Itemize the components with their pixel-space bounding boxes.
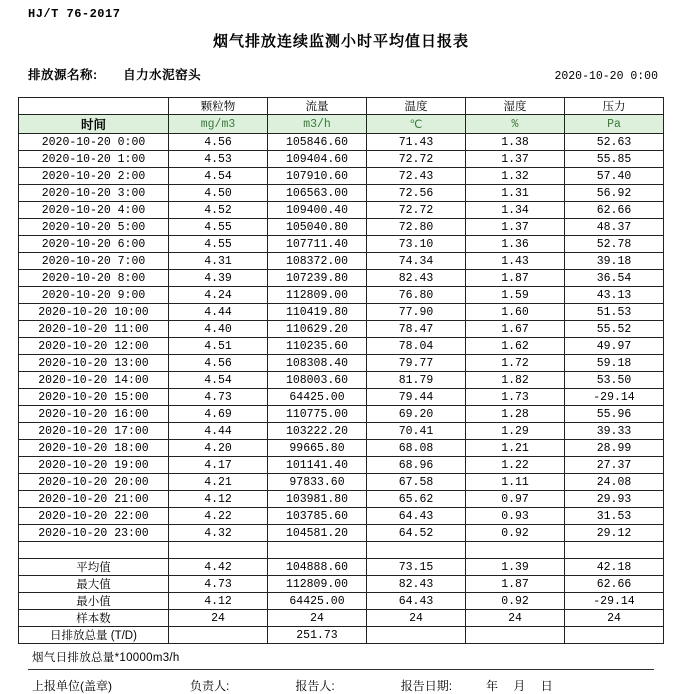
cell-pressure: 29.93 (565, 491, 664, 508)
table-row (19, 236, 664, 253)
header-flow: 流量 (268, 98, 367, 115)
table-row (19, 219, 664, 236)
cell-time: 2020-10-20 19:00 (19, 457, 169, 474)
cell-time: 2020-10-20 9:00 (19, 287, 169, 304)
cell-flow: 108308.40 (268, 355, 367, 372)
cell-humidity: 1.43 (466, 253, 565, 270)
table-row (19, 491, 664, 508)
cell-pressure: 62.66 (565, 202, 664, 219)
cell-time: 2020-10-20 0:00 (19, 134, 169, 151)
summary-temperature: 73.15 (367, 559, 466, 576)
cell-time: 2020-10-20 10:00 (19, 304, 169, 321)
summary-pressure: 24 (565, 610, 664, 627)
cell-pressure: 39.18 (565, 253, 664, 270)
summary-pressure: -29.14 (565, 593, 664, 610)
cell-temperature: 72.72 (367, 151, 466, 168)
cell-humidity: 1.11 (466, 474, 565, 491)
cell-particulate: 4.53 (169, 151, 268, 168)
total-blank-humidity (466, 627, 565, 644)
cell-humidity: 1.72 (466, 355, 565, 372)
summary-flow: 112809.00 (268, 576, 367, 593)
cell-humidity: 1.38 (466, 134, 565, 151)
unit-temperature: ℃ (367, 115, 466, 134)
summary-particulate: 24 (169, 610, 268, 627)
summary-row-min (19, 593, 664, 610)
summary-row-count (19, 610, 664, 627)
cell-temperature: 77.90 (367, 304, 466, 321)
cell-time: 2020-10-20 6:00 (19, 236, 169, 253)
cell-particulate: 4.69 (169, 406, 268, 423)
cell-temperature: 68.96 (367, 457, 466, 474)
cell-particulate: 4.31 (169, 253, 268, 270)
cell-particulate: 4.44 (169, 304, 268, 321)
cell-pressure: -29.14 (565, 389, 664, 406)
spacer-cell (565, 542, 664, 559)
spacer-cell (367, 542, 466, 559)
cell-pressure: 55.52 (565, 321, 664, 338)
source-group (28, 65, 201, 83)
cell-humidity: 1.37 (466, 151, 565, 168)
table-row (19, 253, 664, 270)
summary-label: 最大值 (19, 576, 169, 593)
cell-pressure: 52.63 (565, 134, 664, 151)
cell-pressure: 39.33 (565, 423, 664, 440)
data-table (18, 97, 664, 644)
cell-temperature: 69.20 (367, 406, 466, 423)
cell-flow: 103222.20 (268, 423, 367, 440)
cell-time: 2020-10-20 23:00 (19, 525, 169, 542)
cell-particulate: 4.55 (169, 219, 268, 236)
summary-row-average (19, 559, 664, 576)
cell-pressure: 51.53 (565, 304, 664, 321)
header-pressure: 压力 (565, 98, 664, 115)
cell-flow: 97833.60 (268, 474, 367, 491)
cell-particulate: 4.12 (169, 491, 268, 508)
summary-label: 平均值 (19, 559, 169, 576)
cell-flow: 105040.80 (268, 219, 367, 236)
cell-flow: 108003.60 (268, 372, 367, 389)
header-time: 时间 (19, 115, 169, 134)
cell-particulate: 4.56 (169, 355, 268, 372)
unit-seal-label: 上报单位(盖章) (32, 679, 112, 693)
cell-particulate: 4.51 (169, 338, 268, 355)
summary-flow: 64425.00 (268, 593, 367, 610)
cell-temperature: 64.52 (367, 525, 466, 542)
cell-flow: 107711.40 (268, 236, 367, 253)
table-row (19, 151, 664, 168)
cell-humidity: 1.22 (466, 457, 565, 474)
header-humidity: 湿度 (466, 98, 565, 115)
cell-temperature: 67.58 (367, 474, 466, 491)
summary-humidity: 0.92 (466, 593, 565, 610)
cell-humidity: 1.29 (466, 423, 565, 440)
total-value: 251.73 (268, 627, 367, 644)
cell-flow: 105846.60 (268, 134, 367, 151)
summary-row-max (19, 576, 664, 593)
cell-humidity: 1.32 (466, 168, 565, 185)
cell-particulate: 4.20 (169, 440, 268, 457)
cell-temperature: 81.79 (367, 372, 466, 389)
summary-humidity: 1.39 (466, 559, 565, 576)
cell-humidity: 1.31 (466, 185, 565, 202)
cell-humidity: 1.28 (466, 406, 565, 423)
cell-flow: 110419.80 (268, 304, 367, 321)
cell-flow: 104581.20 (268, 525, 367, 542)
cell-pressure: 36.54 (565, 270, 664, 287)
cell-particulate: 4.39 (169, 270, 268, 287)
cell-pressure: 31.53 (565, 508, 664, 525)
cell-humidity: 1.60 (466, 304, 565, 321)
cell-humidity: 1.67 (466, 321, 565, 338)
cell-time: 2020-10-20 4:00 (19, 202, 169, 219)
cell-time: 2020-10-20 12:00 (19, 338, 169, 355)
cell-pressure: 43.13 (565, 287, 664, 304)
table-row (19, 321, 664, 338)
cell-particulate: 4.55 (169, 236, 268, 253)
cell-flow: 109400.40 (268, 202, 367, 219)
spacer-cell (268, 542, 367, 559)
responsible-label: 负责人: (190, 679, 230, 693)
table-row (19, 185, 664, 202)
table-spacer (19, 542, 664, 559)
cell-humidity: 1.34 (466, 202, 565, 219)
cell-flow: 107239.80 (268, 270, 367, 287)
spacer-cell (169, 542, 268, 559)
cell-pressure: 48.37 (565, 219, 664, 236)
cell-temperature: 73.10 (367, 236, 466, 253)
cell-humidity: 1.87 (466, 270, 565, 287)
summary-temperature: 82.43 (367, 576, 466, 593)
summary-label: 样本数 (19, 610, 169, 627)
table-row (19, 270, 664, 287)
cell-flow: 103981.80 (268, 491, 367, 508)
cell-temperature: 68.08 (367, 440, 466, 457)
cell-flow: 99665.80 (268, 440, 367, 457)
footnote: 烟气日排放总量*10000m3/h (32, 652, 180, 664)
cell-particulate: 4.73 (169, 389, 268, 406)
cell-temperature: 65.62 (367, 491, 466, 508)
summary-temperature: 64.43 (367, 593, 466, 610)
cell-pressure: 52.78 (565, 236, 664, 253)
footer (14, 677, 668, 694)
summary-humidity: 24 (466, 610, 565, 627)
cell-pressure: 55.96 (565, 406, 664, 423)
cell-pressure: 59.18 (565, 355, 664, 372)
cell-temperature: 71.43 (367, 134, 466, 151)
summary-label: 最小值 (19, 593, 169, 610)
cell-temperature: 72.56 (367, 185, 466, 202)
table-row (19, 406, 664, 423)
table-row (19, 338, 664, 355)
table-row (19, 134, 664, 151)
spacer-cell (19, 542, 169, 559)
cell-humidity: 1.59 (466, 287, 565, 304)
cell-temperature: 70.41 (367, 423, 466, 440)
table-row (19, 389, 664, 406)
cell-pressure: 27.37 (565, 457, 664, 474)
cell-particulate: 4.44 (169, 423, 268, 440)
table-row (19, 355, 664, 372)
report-datetime: 2020-10-20 0:00 (554, 70, 658, 83)
source-row (14, 65, 668, 83)
cell-particulate: 4.40 (169, 321, 268, 338)
cell-pressure: 53.50 (565, 372, 664, 389)
date-ymd-label: 年 月 日 (486, 679, 559, 693)
unit-humidity: % (466, 115, 565, 134)
table-row (19, 202, 664, 219)
cell-pressure: 55.85 (565, 151, 664, 168)
table-row (19, 457, 664, 474)
summary-flow: 24 (268, 610, 367, 627)
cell-pressure: 57.40 (565, 168, 664, 185)
cell-temperature: 64.43 (367, 508, 466, 525)
cell-temperature: 78.47 (367, 321, 466, 338)
cell-particulate: 4.54 (169, 168, 268, 185)
table-header-row (19, 98, 664, 115)
table-row (19, 304, 664, 321)
total-blank-pressure (565, 627, 664, 644)
table-row (19, 423, 664, 440)
summary-flow: 104888.60 (268, 559, 367, 576)
table-row (19, 440, 664, 457)
cell-time: 2020-10-20 13:00 (19, 355, 169, 372)
cell-time: 2020-10-20 5:00 (19, 219, 169, 236)
cell-pressure: 56.92 (565, 185, 664, 202)
cell-humidity: 1.37 (466, 219, 565, 236)
cell-pressure: 24.08 (565, 474, 664, 491)
cell-time: 2020-10-20 11:00 (19, 321, 169, 338)
cell-flow: 108372.00 (268, 253, 367, 270)
cell-time: 2020-10-20 1:00 (19, 151, 169, 168)
table-row (19, 474, 664, 491)
cell-flow: 107910.60 (268, 168, 367, 185)
header-temperature: 温度 (367, 98, 466, 115)
total-label: 日排放总量 (T/D) (19, 627, 169, 644)
cell-humidity: 1.73 (466, 389, 565, 406)
summary-particulate: 4.42 (169, 559, 268, 576)
cell-time: 2020-10-20 18:00 (19, 440, 169, 457)
cell-temperature: 72.43 (367, 168, 466, 185)
standard-code: HJ/T 76-2017 (28, 7, 121, 21)
cell-time: 2020-10-20 8:00 (19, 270, 169, 287)
summary-temperature: 24 (367, 610, 466, 627)
cell-time: 2020-10-20 21:00 (19, 491, 169, 508)
cell-flow: 112809.00 (268, 287, 367, 304)
cell-particulate: 4.21 (169, 474, 268, 491)
cell-time: 2020-10-20 20:00 (19, 474, 169, 491)
cell-time: 2020-10-20 7:00 (19, 253, 169, 270)
cell-temperature: 72.72 (367, 202, 466, 219)
cell-particulate: 4.17 (169, 457, 268, 474)
cell-time: 2020-10-20 22:00 (19, 508, 169, 525)
report-date-label: 报告日期: (400, 679, 453, 693)
cell-humidity: 0.93 (466, 508, 565, 525)
cell-humidity: 1.82 (466, 372, 565, 389)
page-title: 烟气排放连续监测小时平均值日报表 (212, 33, 469, 50)
unit-flow: m3/h (268, 115, 367, 134)
cell-flow: 106563.00 (268, 185, 367, 202)
cell-humidity: 1.62 (466, 338, 565, 355)
cell-flow: 110235.60 (268, 338, 367, 355)
cell-humidity: 1.21 (466, 440, 565, 457)
summary-humidity: 1.87 (466, 576, 565, 593)
cell-temperature: 72.80 (367, 219, 466, 236)
cell-humidity: 0.92 (466, 525, 565, 542)
total-blank-temperature (367, 627, 466, 644)
summary-pressure: 62.66 (565, 576, 664, 593)
cell-time: 2020-10-20 2:00 (19, 168, 169, 185)
header-blank (19, 98, 169, 115)
cell-humidity: 0.97 (466, 491, 565, 508)
table-row (19, 168, 664, 185)
total-row (19, 627, 664, 644)
cell-temperature: 74.34 (367, 253, 466, 270)
unit-pressure: Pa (565, 115, 664, 134)
summary-pressure: 42.18 (565, 559, 664, 576)
cell-flow: 109404.60 (268, 151, 367, 168)
table-row (19, 372, 664, 389)
table-row (19, 287, 664, 304)
cell-pressure: 29.12 (565, 525, 664, 542)
cell-particulate: 4.32 (169, 525, 268, 542)
cell-time: 2020-10-20 14:00 (19, 372, 169, 389)
cell-temperature: 82.43 (367, 270, 466, 287)
spacer-cell (466, 542, 565, 559)
cell-particulate: 4.54 (169, 372, 268, 389)
source-value: 自力水泥窑头 (123, 68, 202, 82)
summary-particulate: 4.73 (169, 576, 268, 593)
cell-temperature: 79.77 (367, 355, 466, 372)
cell-flow: 103785.60 (268, 508, 367, 525)
cell-time: 2020-10-20 17:00 (19, 423, 169, 440)
cell-particulate: 4.24 (169, 287, 268, 304)
cell-humidity: 1.36 (466, 236, 565, 253)
table-row (19, 508, 664, 525)
cell-pressure: 49.97 (565, 338, 664, 355)
reporter-label: 报告人: (295, 679, 335, 693)
cell-temperature: 78.04 (367, 338, 466, 355)
cell-time: 2020-10-20 15:00 (19, 389, 169, 406)
cell-temperature: 76.80 (367, 287, 466, 304)
cell-flow: 110629.20 (268, 321, 367, 338)
table-row (19, 525, 664, 542)
cell-particulate: 4.56 (169, 134, 268, 151)
cell-particulate: 4.50 (169, 185, 268, 202)
source-label: 排放源名称: (28, 68, 98, 82)
unit-particulate: mg/m3 (169, 115, 268, 134)
cell-particulate: 4.22 (169, 508, 268, 525)
cell-flow: 101141.40 (268, 457, 367, 474)
table-unit-row (19, 115, 664, 134)
cell-time: 2020-10-20 3:00 (19, 185, 169, 202)
divider (28, 669, 654, 670)
total-blank-particulate (169, 627, 268, 644)
cell-flow: 64425.00 (268, 389, 367, 406)
cell-temperature: 79.44 (367, 389, 466, 406)
cell-flow: 110775.00 (268, 406, 367, 423)
cell-pressure: 28.99 (565, 440, 664, 457)
cell-time: 2020-10-20 16:00 (19, 406, 169, 423)
header-particulate: 颗粒物 (169, 98, 268, 115)
cell-particulate: 4.52 (169, 202, 268, 219)
summary-particulate: 4.12 (169, 593, 268, 610)
